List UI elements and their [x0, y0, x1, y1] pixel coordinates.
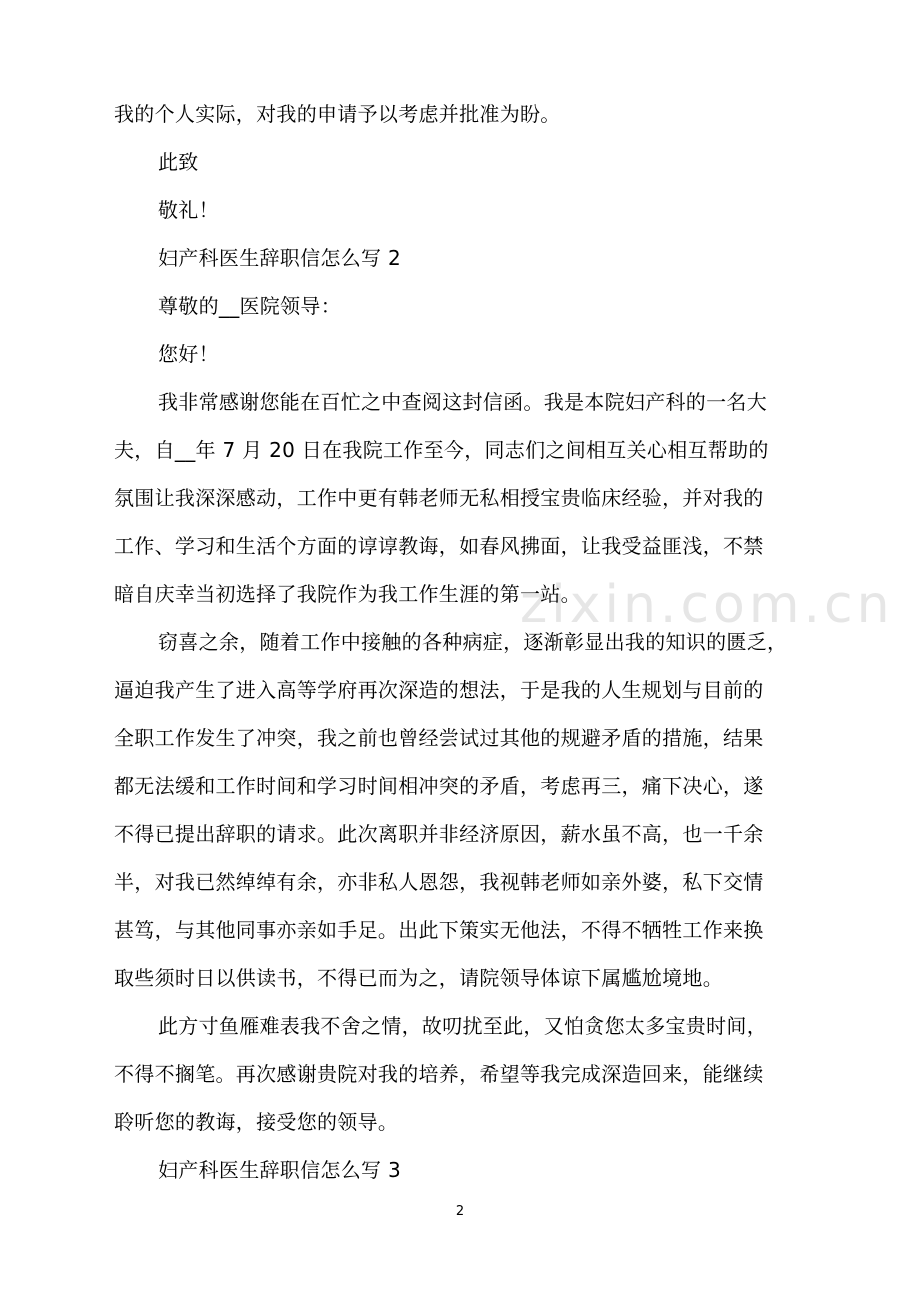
text-line: 夫，自__年 7 月 20 日在我院工作至今，同志们之间相互关心相互帮助的 [114, 438, 769, 462]
text-line: 取些须时日以供读书，不得已而为之，请院领导体谅下属尴尬境地。 [114, 966, 723, 990]
text-line: 全职工作发生了冲突，我之前也曾经尝试过其他的规避矛盾的措施，结果 [114, 726, 764, 750]
text-line: 不得不搁笔。再次感谢贵院对我的培养，希望等我完成深造回来，能继续 [114, 1062, 764, 1086]
section-heading: 妇产科医生辞职信怎么写 3 [158, 1158, 401, 1182]
text-line: 敬礼！ [158, 198, 219, 222]
text-line: 暗自庆幸当初选择了我院作为我工作生涯的第一站。 [114, 582, 581, 606]
text-line: 聆听您的教诲，接受您的领导。 [114, 1110, 399, 1134]
text-line: 半，对我已然绰绰有余，亦非私人恩怨，我视韩老师如亲外婆，私下交情 [114, 870, 764, 894]
text-line: 我非常感谢您能在百忙之中查阅这封信函。我是本院妇产科的一名大 [158, 390, 767, 414]
text-line: 此致 [158, 150, 199, 174]
watermark: zixin.com.cn [520, 575, 894, 635]
text-line: 甚笃，与其他同事亦亲如手足。出此下策实无他法，不得不牺牲工作来换 [114, 918, 764, 942]
text-line: 我的个人实际，对我的申请予以考虑并批准为盼。 [114, 102, 561, 126]
text-line: 不得已提出辞职的请求。此次离职并非经济原因，薪水虽不高，也一千余 [114, 822, 764, 846]
text-line: 工作、学习和生活个方面的谆谆教诲，如春风拂面，让我受益匪浅，不禁 [114, 534, 764, 558]
text-line: 氛围让我深深感动，工作中更有韩老师无私相授宝贵临床经验，并对我的 [114, 486, 764, 510]
text-line: 您好！ [158, 342, 219, 366]
page-number: 2 [455, 1204, 465, 1219]
text-line: 逼迫我产生了进入高等学府再次深造的想法，于是我的人生规划与目前的 [114, 678, 764, 702]
text-line: 此方寸鱼雁难表我不舍之情，故叨扰至此，又怕贪您太多宝贵时间， [158, 1014, 767, 1038]
document-body [114, 90, 804, 1194]
section-heading: 妇产科医生辞职信怎么写 2 [158, 246, 401, 270]
text-line: 都无法缓和工作时间和学习时间相冲突的矛盾，考虑再三，痛下决心，遂 [114, 774, 764, 798]
text-line: 窃喜之余，随着工作中接触的各种病症，逐渐彰显出我的知识的匮乏， [158, 630, 788, 654]
text-line: 尊敬的__医院领导： [158, 294, 341, 318]
